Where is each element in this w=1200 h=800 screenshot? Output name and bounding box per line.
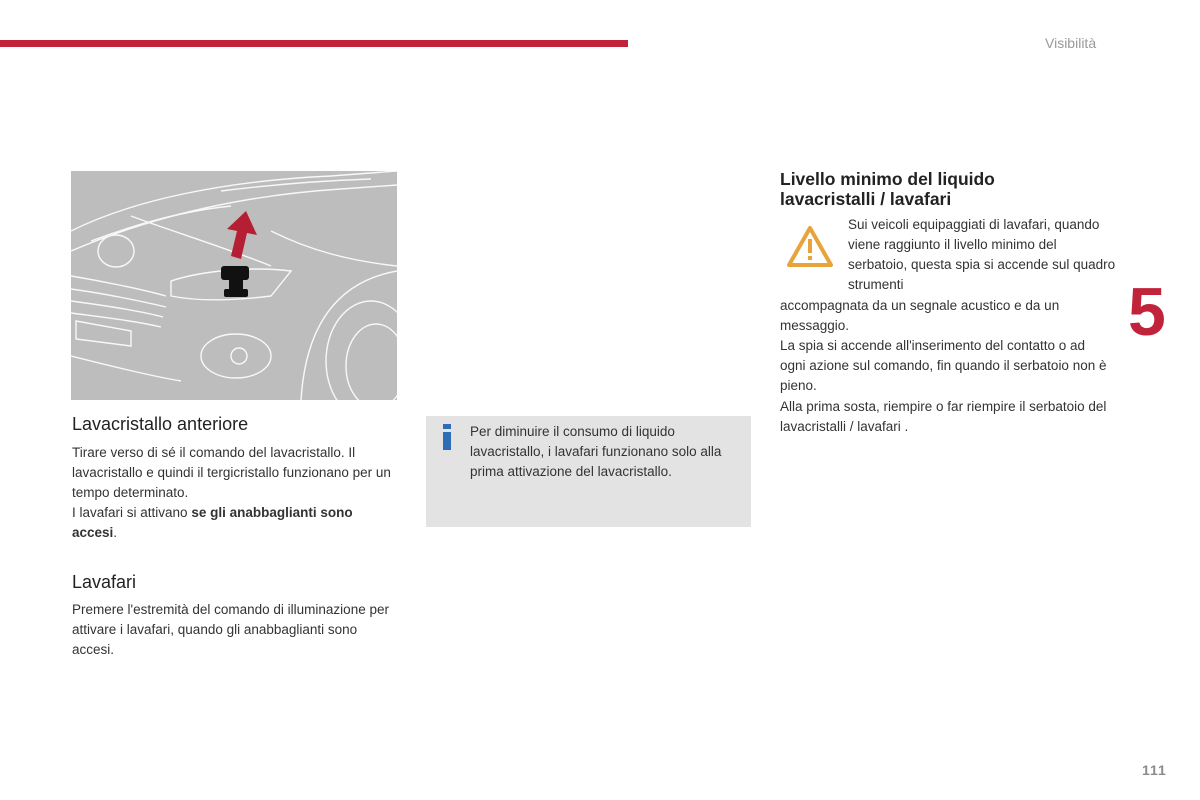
info-text: Per diminuire il consumo di liquido lavacristallo, i lavafari funzionano solo alla prima attivazione del lavacristallo. [470, 424, 722, 479]
min-level-paragraph-3: Alla prima sosta, riempire o far riempire il serbatoio del lavacristalli / lavafari . [780, 399, 1107, 434]
min-level-paragraph-2: La spia si accende all'inserimento del contatto o ad ogni azione sul comando, fin quando il serbatoio non è pieno. [780, 338, 1107, 393]
car-front-illustration [71, 171, 397, 400]
min-level-paragraph-1-cont: accompagnata da un segnale acustico e da un messaggio. [780, 298, 1060, 333]
min-level-paragraph-1: Sui veicoli equipaggiati di lavafari, quando viene raggiunto il livello minimo del serbatoio, questa spia si accende sul quadro strumenti [848, 217, 1116, 292]
section-title-min-level: Livello minimo del liquido lavacristalli / lavafari [780, 169, 995, 209]
chapter-number: 5 [1128, 274, 1166, 350]
section-label: Visibilità [1045, 35, 1097, 51]
front-washer-paragraph-2: I lavafari si attivano se gli anabbaglianti sono accesi. [72, 505, 353, 540]
header-accent-bar [0, 40, 628, 47]
page-number: 111 [1142, 762, 1167, 778]
headlamp-washer-paragraph: Premere l'estremità del comando di illuminazione per attivare i lavafari, quando gli anabbaglianti sono accesi. [72, 602, 389, 657]
bold-condition: se gli anabbaglianti sono accesi [72, 505, 353, 540]
info-icon [440, 424, 454, 450]
section-title-headlamp-washer: Lavafari [72, 572, 137, 592]
front-washer-paragraph-1: Tirare verso di sé il comando del lavacristallo. Il lavacristallo e quindi il tergicristallo funzionano per un tempo determinato. [72, 445, 391, 500]
warning-triangle-icon [786, 225, 834, 269]
section-title-front-washer: Lavacristallo anteriore [72, 414, 249, 434]
